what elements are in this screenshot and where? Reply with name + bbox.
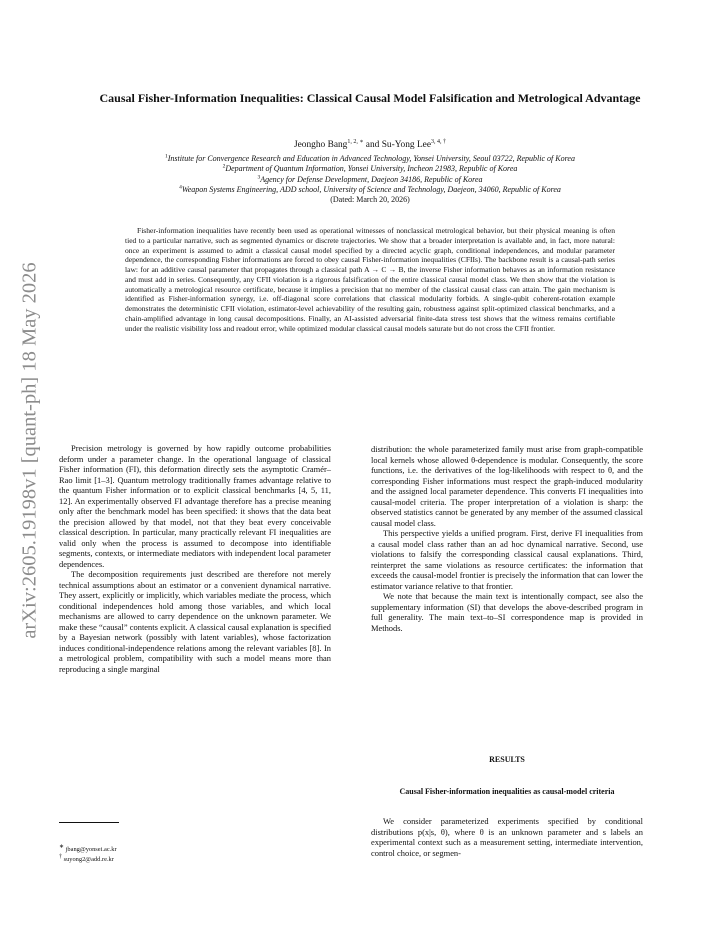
footnote-email: suyong2@add.re.kr (63, 855, 114, 863)
footnotes (59, 845, 117, 864)
footnote-mark: † (59, 853, 62, 860)
affiliation-text: Agency for Defense Development, Daejeon 34186, Republic of Korea (260, 174, 483, 184)
body-paragraph: The decomposition requirements just described are therefore not merely technical assumptions about an estimator or a convenient dynamical narrative. They assert, explicitly or implicitly, which variables mediate the process, which conditional independences hold among those variables, and which local mechanisms are allowed to carry dependence on the unknown parameter. We make these “causal” contents explicit. A classical causal explanation is specified by a Bayesian network (possibly with latent variables), whose factorization induces conditional-independence relations among the relevant variables [8]. In a metrological problem, compatibility with such a model means more than reproducing a single marginal (59, 569, 331, 674)
arxiv-identifier-stamp (16, 235, 44, 665)
footnote-rule (59, 822, 119, 823)
affiliation-text: Institute for Convergence Research and Education in Advanced Technology, Yonsei University, Seoul 03722, Republic of Korea (167, 154, 575, 163)
affiliation-2 (70, 164, 670, 174)
affiliation-1 (70, 154, 670, 164)
subsection-heading: Causal Fisher-information inequalities as causal-model criteria (399, 787, 615, 796)
arxiv-identifier-text: arXiv:2605.19198v1 [quant-ph] 18 May 2026 (18, 261, 41, 639)
author-2-marks: 3, 4, † (431, 138, 446, 145)
author-line (70, 139, 670, 151)
body-paragraph: We note that because the main text is intentionally compact, see also the supplementary information (SI) that develops the above-described program in full generality. The main text–to–SI correspondence map is provided in Methods. (371, 591, 643, 633)
section-heading-results: RESULTS (489, 755, 525, 764)
left-column (59, 443, 331, 674)
footnote-2 (59, 855, 117, 865)
author-1-name: Jeongho Bang (293, 140, 348, 150)
footnote-1 (59, 845, 117, 855)
affiliation-mark: 2 (222, 163, 226, 170)
affiliation-mark: 1 (165, 153, 168, 160)
affiliation-text: Weapon Systems Engineering, ADD school, University of Science and Technology, Daejeon, 34060, Republic of Korea (181, 184, 561, 194)
affiliation-3 (70, 175, 670, 185)
body-paragraph: This perspective yields a unified program. First, derive FI inequalities from a causal model class rather than an ad hoc dynamical narrative. Second, use violations to falsify the corresponding classical causal explanations. Third, reinterpret the same violations as resource certificates: the information that exceeds the causal-model frontier is precisely the information that can lower the estimator variance relative to that frontier. (371, 528, 643, 591)
affiliation-mark: 4 (179, 184, 182, 191)
affiliation-mark: 3 (257, 173, 261, 180)
footnote-email: jbang@yonsei.ac.kr (65, 846, 117, 853)
author-1-marks: 1, 2, ∗ (347, 138, 364, 145)
right-column (371, 444, 643, 858)
paper-title: Causal Fisher-Information Inequalities: Classical Causal Model Falsification and Metrological Advantage (99, 91, 641, 105)
author-2-name: Su-Yong Lee (381, 140, 431, 150)
affiliations (70, 154, 670, 205)
subsection-paragraph: We consider parameterized experiments specified by conditional distributions p(x|s, θ), where θ is an unknown parameter and s labels an experimental context such as a measurement setting, intermediate intervention, control choice, or segmen- (371, 816, 643, 858)
affiliation-text: Department of Quantum Information, Yonsei University, Incheon 21983, Republic of Korea (225, 164, 518, 174)
abstract: Fisher-information inequalities have recently been used as operational witnesses of nonclassical metrological behavior, but their physical meaning is often tied to a particular narrative, such as segmented dynamics or discrete trajectories. We show that a broader interpretation is available and, in fact, more natural: once an experiment is assumed to admit a classical causal model specified by a directed acyclic graph, conditional independences, and modular parameter dependence, the corresponding Fisher informations are forced to obey causal Fisher-information inequalities (CFIIs). The backbone result is a causal-path series law: for an additive causal parameter that propagates through a classical path A → C → B, the inverse Fisher information behaves as an information resistance and must add in series. Consequently, any CFII violation is a rigorous falsification of the entire classical causal model class. We then show that the violation is automatically a metrological resource certificate, because it implies a precision that no member of the classical causal class can attain. The gain mechanism is identified as Fisher-information synergy, i.e. off-diagonal score correlations that classical modularity forbids. A single-qubit coherent-rotation example demonstrates the deterministic CFII violation, estimator-level achievability of the resulting gain, robustness against split-optimized classical benchmarks, and a chain-amplified advantage in long causal decompositions. Finally, an AI-assisted adversarial finite-data stress test shows that the witness remains certifiable under the realistic visibility loss and readout error, while optimized modular classical causal models saturate but do not cross the CFII frontier. (125, 226, 615, 333)
footnote-mark: ∗ (59, 843, 65, 850)
date-line: (Dated: March 20, 2026) (330, 195, 410, 205)
body-paragraph: distribution: the whole parameterized family must arise from graph-compatible local kernels whose allowed θ-dependence is modular. Consequently, the score functions, i.e. the derivatives of the log-likelihoods with respect to θ, and the corresponding Fisher informations must respect the graph-induced modularity and the assigned local parameter dependence. This converts FI inequalities into causal-model criteria. The proper interpretation of a violation is sharp: the observed statistics cannot be generated by any member of the assumed classical causal model class. (371, 444, 643, 528)
body-paragraph: Precision metrology is governed by how rapidly outcome probabilities deform under a parameter change. In the operational language of classical Fisher information (FI), this deformation directly sets the asymptotic Cramér–Rao limit [1–3]. Quantum metrology traditionally frames advantage relative to the quantum Fisher information or to explicit classical benchmarks [4, 5, 11, 12]. An experimentally observed FI advantage therefore has a precise meaning only after the benchmark model has been specified: it shows that the data beat the precision allowed by that model, not that they beat every conceivable classical description. In particular, many practically relevant FI inequalities are valid only when the process is assumed to decompose into identifiable segments, contexts, or intermediate mediators with independent local parameter dependences. (59, 443, 331, 569)
affiliation-4 (70, 185, 670, 195)
author-conjunction: and (365, 140, 380, 150)
